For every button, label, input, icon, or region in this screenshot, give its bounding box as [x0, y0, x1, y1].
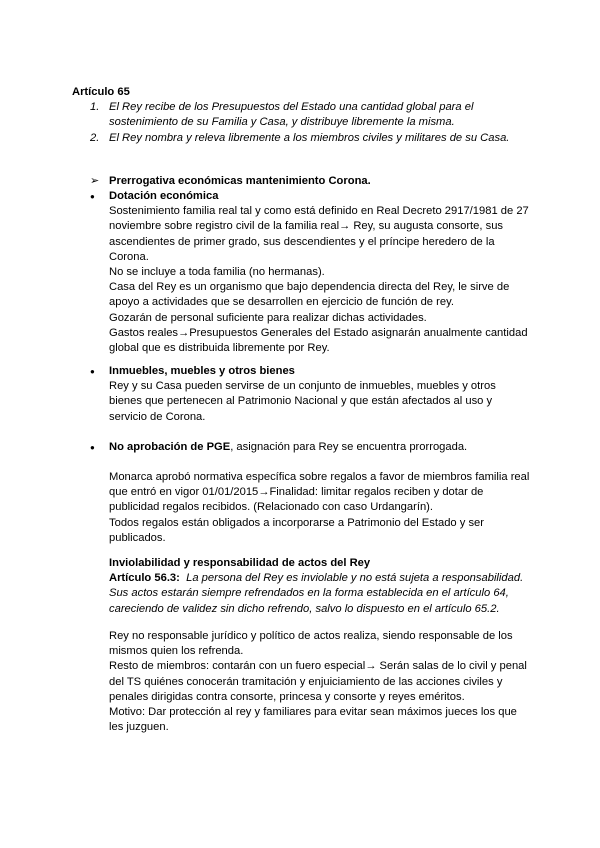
bullet-icon: ● [90, 443, 95, 452]
text-line: Gozarán de personal suficiente para realizar dichas actividades. [109, 311, 427, 324]
dotacion-heading: Dotación económica [109, 190, 219, 202]
text-line: Monarca aprobó normativa específica sobre regalos a favor de miembros familia real [109, 471, 530, 483]
regalos-section [109, 470, 529, 546]
dotacion-section [109, 189, 529, 356]
inmuebles-heading: Inmuebles, muebles y otros bienes [109, 365, 295, 377]
text-line: El Rey recibe de los Presupuestos del Estado una cantidad global para el [109, 101, 474, 113]
prerrogativa-heading: Prerrogativa económicas mantenimiento Corona. [109, 175, 371, 187]
article-56-3-text: La persona del Rey es inviolable y no está sujeta a responsabilidad. [186, 572, 524, 585]
text-line: Rey no responsable jurídico y político de actos realiza, siendo responsable de los [109, 630, 513, 642]
text-line: Corona. [109, 250, 149, 263]
bullet-icon: ● [90, 367, 95, 376]
text-line: bienes que pertenecen al Patrimonio Nacional y que están afectados al uso y [109, 395, 493, 408]
text-line: Todos regalos están obligados a incorporarse a Patrimonio del Estado y ser [109, 516, 484, 529]
text-line: mismos quien los refrenda. [109, 645, 244, 658]
article-65-item-1-number: 1. [90, 101, 100, 113]
text-line: Gastos reales→Presupuestos Generales del Estado asignarán anualmente cantidad [109, 326, 528, 339]
article-65-item-2-number: 2. [90, 132, 100, 144]
text-line: El Rey nombra y releva libremente a los miembros civiles y militares de su Casa. [109, 132, 510, 144]
text-line: publicados. [109, 531, 166, 544]
text-line: del TS quiénes conocerán tramitación y enjuiciamiento de las acciones civiles y [109, 675, 503, 688]
text-line: careciendo de validez sin dicho refrendo, salvo lo dispuesto en el artículo 65.2. [109, 602, 500, 615]
text-line: Casa del Rey es un organismo que bajo dependencia directa del Rey, le sirve de [109, 281, 510, 294]
arrow-bullet-icon: ➢ [90, 175, 100, 187]
pge-text: , asignación para Rey se encuentra prorrogada. [230, 441, 468, 453]
inmuebles-section [109, 364, 496, 425]
responsabilidad-section [109, 629, 527, 735]
text-line: que entró en vigor 01/01/2015→Finalidad: limitar regalos reciben y dotar de [109, 486, 484, 499]
inviolabilidad-heading: Inviolabilidad y responsabilidad de actos del Rey [109, 557, 371, 569]
text-line: Rey y su Casa pueden servirse de un conjunto de inmuebles, muebles y otros [109, 380, 496, 393]
text-line: global que es distribuida libremente por Rey. [109, 342, 330, 355]
text-line: Sostenimiento familia real tal y como está definido en Real Decreto 2917/1981 de 27 [109, 205, 529, 218]
text-line: ascendientes de primer grado, sus descendientes y el príncipe heredero de la [109, 235, 495, 248]
text-line: Resto de miembros: contarán con un fuero especial→ Serán salas de lo civil y penal [109, 660, 527, 673]
pge-line [109, 440, 467, 455]
article-65-title: Artículo 65 [72, 86, 130, 98]
article-56-3-line [109, 571, 523, 586]
text-line: les juzguen. [109, 721, 169, 734]
text-line: Sus actos estarán siempre refrendados en la forma establecida en el artículo 64, [109, 587, 509, 600]
inviolabilidad-section [109, 556, 523, 617]
text-line: noviembre sobre registro civil de la familia real→ Rey, su augusta consorte, sus [109, 220, 504, 233]
text-line: penales dirigidas contra consorte, princesa y consorte y reyes eméritos. [109, 690, 465, 703]
article-65-item-1 [109, 100, 473, 130]
text-line: No se incluye a toda familia (no hermanas). [109, 266, 325, 279]
pge-heading: No aprobación de PGE [109, 441, 231, 453]
text-line: publicidad regalos recibidos. (Relacionado con caso Urdangarín). [109, 501, 434, 514]
text-line: Motivo: Dar protección al rey y familiares para evitar sean máximos jueces los que [109, 706, 517, 719]
bullet-icon: ● [90, 192, 95, 201]
text-line: servicio de Corona. [109, 410, 206, 423]
article-56-3-label: Artículo 56.3: [109, 572, 180, 585]
text-line: sostenimiento de su Familia y Casa, y distribuye libremente la misma. [109, 116, 455, 129]
article-65-item-2 [109, 131, 509, 146]
text-line: apoyo a actividades que se desarrollen en ejercicio de función de rey. [109, 296, 454, 309]
